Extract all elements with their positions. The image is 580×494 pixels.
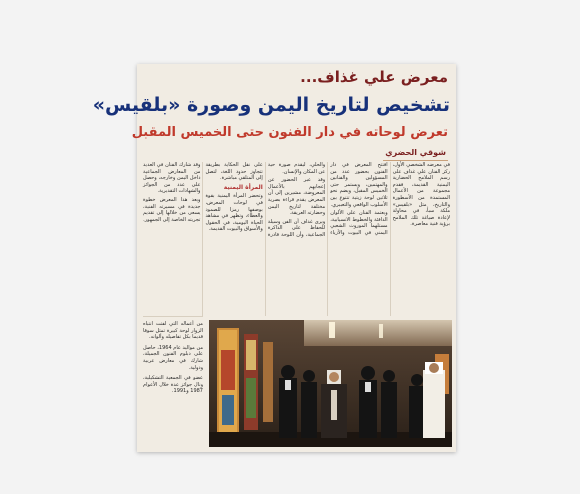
newspaper-clipping: [92, 64, 456, 452]
article-subhead: تعرض لوحاته في دار الفنون حتى الخميس المقبل: [131, 125, 448, 140]
paragraph: في معرضه الشخصي الأول، ركز الفنان علي غذاف على رسم الملامح الحضارية اليمنية القديمة، فقدم مجموعة من الأعمال المستمدة من الأسطورة والتاريخ، مثل «بلقيس» ملكة سبأ، في محاولة لإعادة صياغة تلك الملامح برؤية فنية معاصرة.: [392, 162, 450, 228]
article-body: [143, 162, 450, 316]
paragraph: ويعد هذا المعرض خطوة جديدة في مسيرته الفنية، يسعى من خلالها إلى تقديم تجربته الخاصة إلى الجمهور.: [143, 196, 201, 223]
article-byline: شوقي الحضري: [383, 146, 448, 161]
article-kicker: معرض علي غذاف...: [300, 68, 448, 86]
paragraph: افتتح المعرض في دار الفنون بحضور عدد من المسؤولين والفنانين والمهتمين، ويستمر حتى الخميس المقبل، ويضم نحو ثلاثين لوحة زيتية تتنوع بين الأسلوب الواقعي والتعبيري.: [330, 162, 388, 208]
section-heading: المرأة اليمنية: [223, 183, 263, 191]
exhibition-photo-illustration: [209, 320, 452, 447]
paragraph: وتحضر المرأة اليمنية بقوة في لوحات المعرض، بوصفها رمزا للصمود والعطاء، وتظهر في مشاهد الحياة اليومية، في الحقول والأسواق والبيوت القديمة.: [205, 193, 263, 233]
paragraph: عضو في الجمعية التشكيلية، ونال جوائز عدة خلال الأعوام 1987 و1991.: [143, 375, 203, 395]
paragraph: من مواليد عام 1964، حاصل على دبلوم الفنون الجميلة، شارك في معارض عربية ودولية.: [143, 344, 203, 371]
paragraph: ويرى غذاف أن الفن وسيلة للحفاظ على الذاكرة الجماعية، وأن اللوحة قادرة على نقل الحكاية بطريقة تتجاوز حدود اللغة، لتصل إلى المتلقي مباشرة.: [205, 162, 326, 238]
side-column: [143, 316, 203, 451]
paragraph: من أعماله التي لفتت انتباه الزوار لوحة كبيرة تمثل سوقا قديما بكل تفاصيله وألوانه.: [143, 321, 203, 341]
paragraph: ويعتمد الفنان على الألوان الدافئة والخطوط الانسيابية، مستلهما الموروث الشعبي اليمني في البيوت والأزياء والحلي، ليقدم صورة حية عن المكان والإنسان.: [267, 162, 388, 236]
paragraph: وقد شارك الفنان في العديد من المعارض الجماعية داخل اليمن وخارجه، وحصل على عدد من الجوائز والشهادات التقديرية.: [143, 162, 201, 195]
article-headline: تشخيص لتاريخ اليمن وصورة «بلقيس»: [92, 94, 450, 116]
paragraph: وقد عبر الحضور عن إعجابهم بالأعمال المعروضة، مشيرين إلى أن المعرض يقدم قراءة بصرية مختلفة لتاريخ اليمن وحضارته العريقة.: [267, 177, 326, 217]
exhibition-photo: [209, 320, 452, 447]
